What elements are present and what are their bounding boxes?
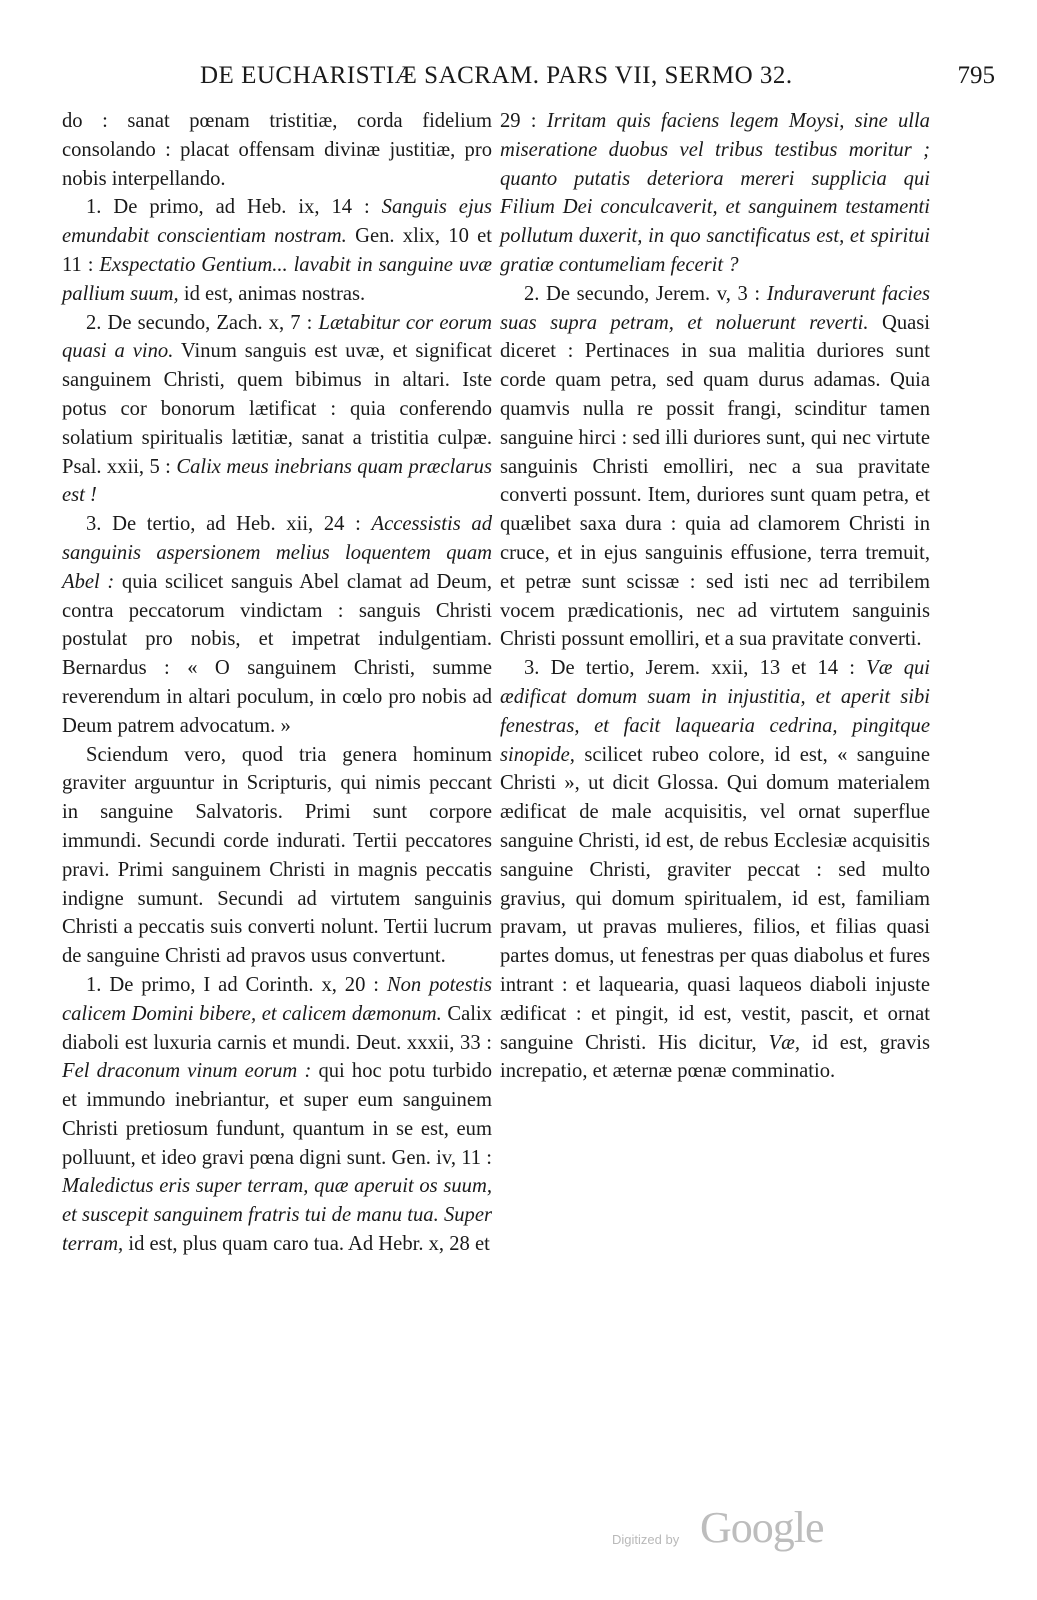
paragraph [62,741,492,971]
italic-quotation: Calix meus inebrians quam præclarus est ! [62,455,492,507]
text-run: id est, gravis increpatio, et æternæ pœnæ comminatio. [500,1031,930,1083]
paragraph [62,193,492,308]
text-run: quia scilicet sanguis Abel clamat ad Deum, contra peccatorum vindictam : sanguis Christi postulat pro nobis, et impetrat indulgentiam. Bernardus : « O sanguinem Christi, summe reverendum in altari poculum, in cœlo pro nobis ad Deum patrem advocatum. » [62,570,492,737]
running-header [60,62,995,98]
italic-quotation: Exspectatio Gentium... lavabit in sanguine uvæ pallium suum, [62,253,492,305]
text-run: qui hoc potu turbido et immundo inebriantur, et super eum sanguinem Christi pretiosum fundunt, quantum in se est, eum polluunt, et ideo gravi pœna digni sunt. Gen. iv, 11 : [62,1060,493,1169]
italic-quotation: Lætabitur cor eorum quasi a vino. [62,311,492,363]
paragraph [62,971,492,1259]
text-run: 29 : [500,110,547,132]
text-run: Gen. xlix, 10 et 11 : [62,225,492,276]
text-run: id est, plus quam caro tua. Ad Hebr. x, 28 et [123,1233,490,1256]
italic-quotation: Væ qui ædificat domum suam in injustitia, et aperit sibi fenestras, et facit laquearia cedrina, pingitque sinopide, [500,657,931,766]
text-run: 2. De secundo, Zach. x, 7 : [86,311,319,334]
text-run: Sciendum vero, quod tria genera hominum graviter arguuntur in Scripturis, qui nimis peccant in sanguine Salvatoris. Primi sunt corpore immundi. Secundi corde indurati. Tertii peccatores pravi. Primi sanguinem Christi in magnis peccatis indigne sumunt. Secundi ad virtutem sanguinis Christi a peccatis suis converti nolunt. Tertii lucrum de sanguine Christi ad pravos usus convertunt. [62,743,492,968]
paragraph [62,107,492,193]
text-run: Vinum sanguis est uvæ, et significat sanguinem Christi, quem bibimus in altari. Iste potus cor bonorum lætificat : quia conferendo solatium spiritualis lætitiæ, sanat a tristitia culpæ. Psal. xxii, 5 : [62,340,492,478]
text-run: 1. De primo, I ad Corinth. x, 20 : [86,973,387,996]
text-run: 1. De primo, ad Heb. ix, 14 : [86,196,382,219]
text-run: 3. De tertio, ad Heb. xii, 24 : [86,513,372,536]
italic-quotation: Væ, [768,1031,801,1054]
paragraph [500,654,930,1086]
google-logo: Google [700,1503,824,1552]
paragraph [500,107,930,280]
running-title: DE EUCHARISTIÆ SACRAM. PARS VII, SERMO 32. [200,62,793,89]
italic-quotation: Maledictus eris super terram, quæ aperuit os suum, et suscepit sanguinem fratris tui de manu tua. Super terram, [62,1175,492,1256]
text-run: Quasi diceret : Pertinaces in sua malitia duriores sunt corde quam petra, sed quam durus adamas. Quia quamvis nulla re possit frangi, scinditur tamen sanguine hirci : sed illi duriores sunt, qui nec virtute sanguinis Christi emolliri, nec a sua pravitate converti possunt. Item, duriores sunt quam petra, et quælibet saxa dura : quia ad clamorem Christi in cruce, et in ejus sanguinis effusione, terra tremuit, et petræ sunt scissæ : sed isti nec ad terribilem vocem prædicationis, nec ad virtutem sanguinis Christi possunt emolliri, et a sua pravitate converti. [500,311,930,651]
right-column [500,107,930,1086]
digitized-by-google-watermark [612,1502,872,1562]
italic-quotation: Induraverunt facies suas supra petram, et noluerunt reverti. [500,282,931,334]
paragraph [62,309,492,511]
text-run: 2. De secundo, Jerem. v, 3 : [524,282,767,305]
italic-quotation: Sanguis ejus emundabit conscientiam nostram. [62,196,492,248]
text-run: 3. De tertio, Jerem. xxii, 13 et 14 : [524,657,867,680]
text-run: scilicet rubeo colore, id est, « sanguine Christi », ut dicit Glossa. Qui domum materialem ædificat de male acquisitis, vel ornat superflue sanguine Christi, id est, de rebus Ecclesiæ acquisitis sanguine Christi, graviter peccat : sed multo gravius, qui domum spiritualem, id est, familiam pravam, ut pravas mulieres, filios, et filias quasi partes domus, ut fenestras per quas diabolus et fures intrant : et laquearia, quasi laqueos diaboli injuste ædificat : et pingit, id est, vestit, pascit, et ornat sanguine Christi. His dicitur, [500,743,930,1054]
text-run: do : sanat pœnam tristitiæ, corda fidelium consolando : placat offensam divinæ justitiæ, pro nobis interpellando. [62,110,492,190]
text-run: Calix diaboli est luxuria carnis et mundi. Deut. xxxii, 33 : [62,1002,493,1054]
italic-quotation: Non potestis calicem Domini bibere, et calicem dæmonum. [62,973,492,1025]
digitized-label: Digitized by [612,1532,680,1547]
left-column [62,107,492,1259]
paragraph [500,280,930,654]
italic-quotation: Accessistis ad sanguinis aspersionem melius loquentem quam Abel : [62,513,492,593]
italic-quotation: Fel draconum vinum eorum : [62,1060,312,1083]
page-number: 795 [957,62,995,89]
italic-quotation: Irritam quis faciens legem Moysi, sine ulla miseratione duobus vel tribus testibus moritur ; quanto putatis deteriora mereri supplicia qui Filium Dei conculcaverit, et sanguinem testamenti pollutum duxerit, in quo sanctificatus est, et spiritui gratiæ contumeliam fecerit ? [500,110,930,276]
paragraph [62,510,492,740]
text-run: id est, animas nostras. [178,282,366,305]
